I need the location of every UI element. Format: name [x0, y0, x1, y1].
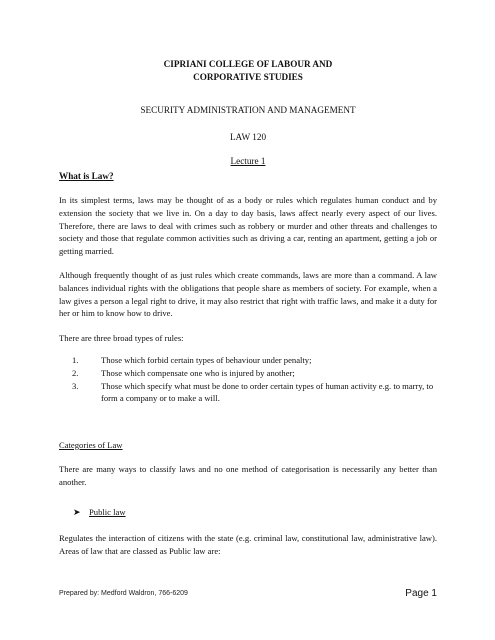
rules-list: [59, 354, 437, 404]
lecture-number: Lecture 1: [230, 156, 266, 167]
paragraph-law-definition: In its simplest terms, laws may be thought of as a body or rules which regulates human conduct and by extension the society that we live in. On a day to day basis, laws affect nearly every aspect of our lives. Therefore, there are laws to deal with crimes such as robbery or murder and other threats and challenges to society and those that regulate common activities such as driving a car, renting an apartment, getting a job or getting married.: [59, 195, 437, 256]
list-item-text: Those which specify what must be done to order certain types of human activity e.g. to marry, to form a company or to make a will.: [101, 380, 434, 404]
page-content: [59, 58, 437, 557]
list-item-text: Those which compensate one who is injured by another;: [101, 367, 295, 378]
heading-public-law: Public law: [89, 507, 126, 518]
institution-name-line2: CORPORATIVE STUDIES: [193, 72, 303, 82]
list-item-number: 3.: [72, 380, 79, 391]
paragraph-categories: There are many ways to classify laws and no one method of categorisation is necessarily any better than another.: [59, 464, 437, 487]
arrow-bullet-icon: ➤: [73, 508, 81, 519]
public-law-heading-row: [59, 506, 437, 520]
list-item-number: 1.: [72, 355, 79, 366]
footer-page-number: Page 1: [405, 588, 437, 599]
list-item: [59, 380, 437, 405]
heading-what-is-law: What is Law?: [59, 170, 114, 181]
rules-intro: There are three broad types of rules:: [59, 332, 184, 343]
heading-categories-of-law: Categories of Law: [59, 439, 123, 450]
list-item-text: Those which forbid certain types of behaviour under penalty;: [101, 355, 312, 366]
course-title: SECURITY ADMINISTRATION AND MANAGEMENT: [140, 105, 356, 115]
paragraph-public-law: Regulates the interaction of citizens with the state (e.g. criminal law, constitutional law, administrative law). Areas of law that are classed as Public law are:: [59, 533, 437, 556]
paragraph-law-balance: Although frequently thought of as just rules which create commands, laws are more than a command. A law balances individual rights with the obligations that people share as members of society. For example, when a law gives a person a legal right to drive, it may also restrict that right with traffic laws, and make it a duty for her or him to know how to drive.: [59, 270, 437, 319]
institution-name-line1: CIPRIANI COLLEGE OF LABOUR AND: [163, 59, 333, 69]
page-footer: [59, 590, 437, 604]
footer-prepared-by: Prepared by: Medford Waldron, 766-6209: [59, 590, 188, 597]
list-item: [59, 354, 437, 367]
list-item-number: 2.: [72, 367, 79, 378]
list-item: [59, 367, 437, 380]
course-code: LAW 120: [229, 131, 267, 142]
